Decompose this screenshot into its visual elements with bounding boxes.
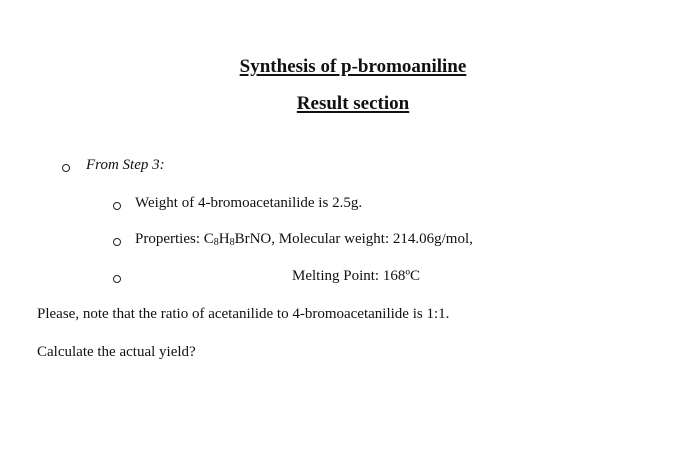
- melting-point-item: Melting Point: 168ºC: [292, 268, 420, 284]
- ratio-note: Please, note that the ratio of acetanilide to 4-bromoacetanilide is 1:1.: [37, 306, 450, 322]
- properties-item: [135, 231, 473, 248]
- properties-prefix: Properties: C: [135, 231, 214, 247]
- bullet-icon: [113, 238, 121, 246]
- document-title: Synthesis of p-bromoaniline: [239, 56, 467, 77]
- step-label: From Step 3:: [86, 157, 165, 173]
- formula-part: H: [218, 231, 230, 247]
- formula-subscript: 8: [229, 237, 235, 248]
- bullet-icon: [113, 202, 121, 210]
- bullet-icon: [62, 164, 70, 172]
- bullet-icon: [113, 275, 121, 283]
- section-heading: Result section: [296, 93, 410, 114]
- formula-subscript: 8: [213, 237, 219, 248]
- question-text: Calculate the actual yield?: [37, 344, 196, 360]
- weight-item: Weight of 4-bromoacetanilide is 2.5g.: [135, 195, 363, 211]
- properties-suffix: BrNO, Molecular weight: 214.06g/mol,: [234, 231, 473, 247]
